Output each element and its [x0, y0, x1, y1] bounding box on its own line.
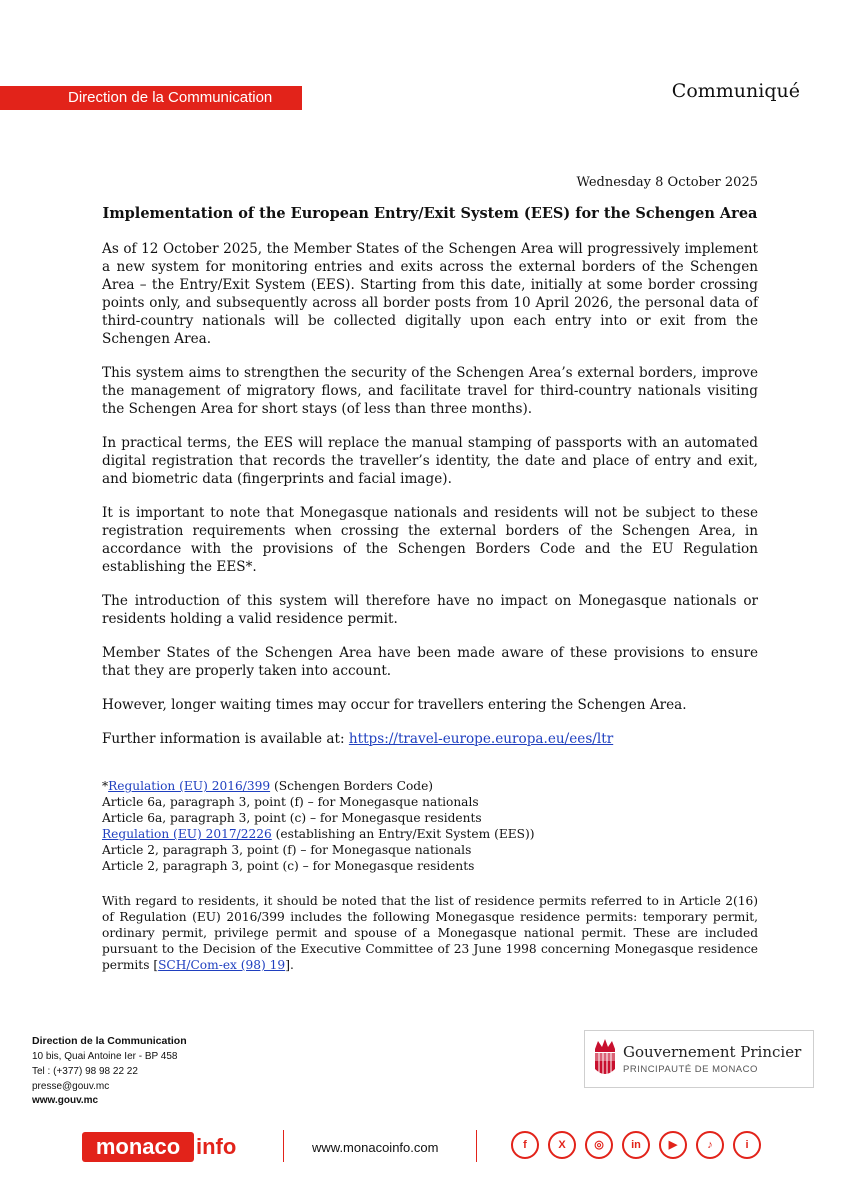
monacoinfo-logo[interactable] [82, 1130, 250, 1164]
logo-part-info: info [196, 1134, 237, 1159]
government-name: Gouvernement Princier [623, 1043, 802, 1061]
footnote-line: Article 2, paragraph 3, point (c) – for Monegasque residents [102, 859, 475, 873]
contact-block [32, 1034, 187, 1094]
paragraph: It is important to note that Monegasque nationals and residents will not be subject to these registration requirements when crossing the external borders of the Schengen Area, in accordance with the provisions of the Schengen Borders Code and the EU Regulation establishing the EES*. [102, 505, 758, 575]
footnotes [102, 778, 758, 874]
x-icon[interactable]: X [548, 1131, 576, 1159]
paragraph: Member States of the Schengen Area have been made aware of these provisions to ensure that they are properly taken into account. [102, 645, 758, 679]
residents-note-end: ]. [285, 958, 294, 972]
body-text [102, 240, 758, 764]
youtube-icon[interactable]: ▶ [659, 1131, 687, 1159]
ees-info-link[interactable]: https://travel-europe.europa.eu/ees/ltr [348, 731, 614, 747]
footnote-text: (establishing an Entry/Exit System (EES)) [271, 827, 535, 841]
footnote-star: * [102, 779, 109, 793]
footnote-line: Article 6a, paragraph 3, point (f) – for Monegasque nationals [102, 795, 479, 809]
further-info-text: Further information is available at: [102, 731, 349, 747]
residents-note [102, 893, 758, 973]
department-banner: Direction de la Communication [0, 86, 302, 110]
document-type: Communiqué [671, 80, 800, 102]
footer-divider [476, 1130, 477, 1162]
date: Wednesday 8 October 2025 [576, 175, 758, 190]
residents-note-text: With regard to residents, it should be noted that the list of residence permits referred to in Article 2(16) of Regulation (EU) 2016/399 includes the following Monegasque residence permits: temporary permit, ordinary permit, privilege permit and spouse of a Monegasque national permit. These are included pursuant to the Decision of the Executive Committee of 23 June 1998 concerning Monegasque residence permits [ [102, 894, 758, 972]
tiktok-icon[interactable]: ♪ [696, 1131, 724, 1159]
government-logo [584, 1030, 814, 1088]
logo-part-monaco: monaco [82, 1132, 194, 1162]
footer-divider [283, 1130, 284, 1162]
paragraph: As of 12 October 2025, the Member States of the Schengen Area will progressively implement a new system for monitoring entries and exits across the external borders of the Schengen Area – the Entry/Exit System (EES). Starting from this date, initially at some border crossing points only, and subsequently across all border posts from 10 April 2026, the personal data of third-country nationals will be collected digitally upon each entry into or exit from the Schengen Area. [102, 241, 758, 347]
contact-phone: Tel : (+377) 98 98 22 22 [32, 1066, 138, 1077]
contact-name: Direction de la Communication [32, 1035, 187, 1047]
contact-address: 10 bis, Quai Antoine Ier - BP 458 [32, 1051, 178, 1062]
info-icon[interactable]: i [733, 1131, 761, 1159]
crown-icon [591, 1037, 619, 1081]
gouv-website-link[interactable]: www.gouv.mc [32, 1095, 99, 1106]
monacoinfo-url[interactable]: www.monacoinfo.com [312, 1140, 439, 1155]
paragraph: This system aims to strengthen the security of the Schengen Area’s external borders, improve the management of migratory flows, and facilitate travel for third-country nationals visiting the Schengen Area for short stays (of less than three months). [102, 365, 758, 417]
page-title: Implementation of the European Entry/Exit System (EES) for the Schengen Area [102, 205, 758, 222]
social-links [511, 1131, 761, 1159]
regulation-2016-399-link[interactable]: Regulation (EU) 2016/399 [108, 779, 271, 793]
instagram-icon[interactable]: ◎ [585, 1131, 613, 1159]
sch-com-ex-link[interactable]: SCH/Com-ex (98) 19 [158, 958, 286, 972]
regulation-2017-2226-link[interactable]: Regulation (EU) 2017/2226 [102, 827, 272, 841]
contact-email[interactable]: presse@gouv.mc [32, 1081, 110, 1092]
footnote-line: Article 6a, paragraph 3, point (c) – for Monegasque residents [102, 811, 482, 825]
linkedin-icon[interactable]: in [622, 1131, 650, 1159]
government-subtitle: PRINCIPAUTÉ DE MONACO [623, 1064, 758, 1075]
facebook-icon[interactable]: f [511, 1131, 539, 1159]
paragraph: However, longer waiting times may occur for travellers entering the Schengen Area. [102, 697, 687, 713]
paragraph: In practical terms, the EES will replace the manual stamping of passports with an automated digital registration that records the traveller’s identity, the date and place of entry and exit, and biometric data (fingerprints and facial image). [102, 435, 758, 487]
paragraph: The introduction of this system will therefore have no impact on Monegasque nationals or residents holding a valid residence permit. [102, 593, 758, 627]
footnote-line: Article 2, paragraph 3, point (f) – for Monegasque nationals [102, 843, 472, 857]
further-info [102, 730, 758, 748]
footnote-text: (Schengen Borders Code) [270, 779, 434, 793]
